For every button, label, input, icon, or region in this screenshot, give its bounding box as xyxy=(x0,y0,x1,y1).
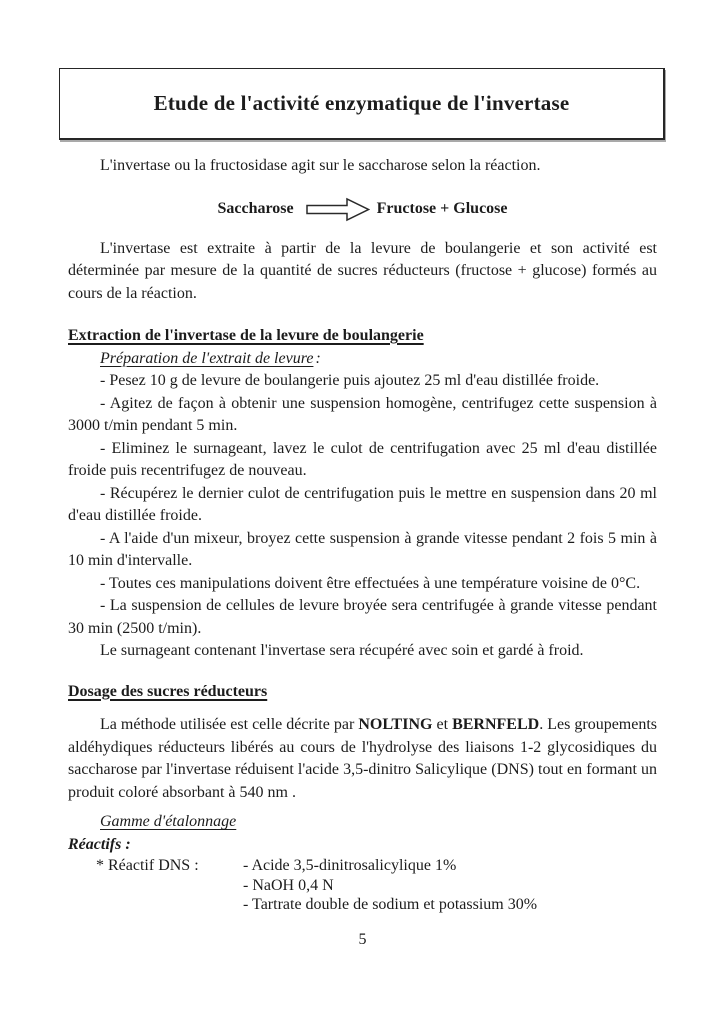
method-text: La méthode utilisée est celle décrite par xyxy=(100,716,359,733)
intro-paragraph: L'invertase est extraite à partir de la levure de boulangerie et son activité est déterminée par mesure de la quantité de sucres réducteurs (fructose + glucose) formés au cours de la réaction. xyxy=(68,239,657,302)
page-number: 5 xyxy=(358,930,367,948)
method-text: . Les groupements aldéhydiques réducteurs libérés au cours de l'hydrolyse des liaisons 1-2 glycosidiques du saccharose par l'invertase réduisent l'acide 3,5-dinitro Salicylique (DNS) tout en formant un produit coloré absorbant à 540 nm . xyxy=(68,716,658,801)
procedure-step: - Eliminez le surnageant, lavez le culot de centrifugation avec 25 ml d'eau distillée froide puis recentrifugez de nouveau. xyxy=(68,439,657,479)
procedure-step: - Agitez de façon à obtenir une suspension homogène, centrifugez cette suspension à 3000 t/min pendant 5 min. xyxy=(68,394,657,434)
dosage-method-paragraph xyxy=(68,714,657,804)
gamme-subheading xyxy=(68,811,657,834)
author-bernfeld: BERNFELD xyxy=(452,716,540,733)
procedure-step: - La suspension de cellules de levure broyée sera centrifugée à grande vitesse pendant 30 min (2500 t/min). xyxy=(68,597,657,637)
dns-reagent-item: - Tartrate double de sodium et potassium 30% xyxy=(243,896,538,913)
method-text: et xyxy=(432,716,453,733)
dns-reagent-items xyxy=(243,856,657,915)
dns-reagent-item: - NaOH 0,4 N xyxy=(243,876,334,894)
intro-sentence: L'invertase ou la fructosidase agit sur le saccharose selon la réaction. xyxy=(100,157,541,174)
extraction-subheading-text: Préparation de l'extrait de levure xyxy=(100,349,314,367)
procedure-step: - Récupérez le dernier culot de centrifugation puis le mettre en suspension dans 20 ml d'eau distillée froide. xyxy=(68,484,657,524)
procedure-step: Le surnageant contenant l'invertase sera récupéré avec soin et gardé à froid. xyxy=(100,642,584,659)
reaction-substrate: Saccharose xyxy=(217,200,294,218)
extraction-subheading-colon: : xyxy=(315,349,321,367)
dns-reagent-item: - Acide 3,5-dinitrosalicylique 1% xyxy=(243,857,457,874)
procedure-step: - Pesez 10 g de levure de boulangerie puis ajoutez 25 ml d'eau distillée froide. xyxy=(100,372,600,389)
procedure-step: - A l'aide d'un mixeur, broyez cette suspension à grande vitesse pendant 2 fois 5 min à 10 min d'intervalle. xyxy=(68,529,657,569)
reactifs-label: Réactifs : xyxy=(68,835,131,853)
author-nolting: NOLTING xyxy=(358,716,433,733)
reaction-equation xyxy=(68,197,657,223)
reaction-products: Fructose + Glucose xyxy=(376,200,508,218)
dosage-section-heading: Dosage des sucres réducteurs xyxy=(68,682,268,700)
dns-reagent-block xyxy=(68,856,657,915)
gamme-subheading-text: Gamme d'étalonnage xyxy=(100,813,237,830)
extraction-section-heading: Extraction de l'invertase de la levure de boulangerie xyxy=(68,327,424,344)
dns-reagent-label: * Réactif DNS : xyxy=(96,857,199,874)
procedure-steps xyxy=(68,370,657,663)
document-content xyxy=(68,155,657,951)
page-title: Etude de l'activité enzymatique de l'invertase xyxy=(153,90,570,115)
extraction-subheading xyxy=(68,348,657,371)
title-box xyxy=(59,68,665,140)
reaction-arrow-icon xyxy=(306,197,370,222)
procedure-step: - Toutes ces manipulations doivent être effectuées à une température voisine de 0°C. xyxy=(100,574,641,592)
